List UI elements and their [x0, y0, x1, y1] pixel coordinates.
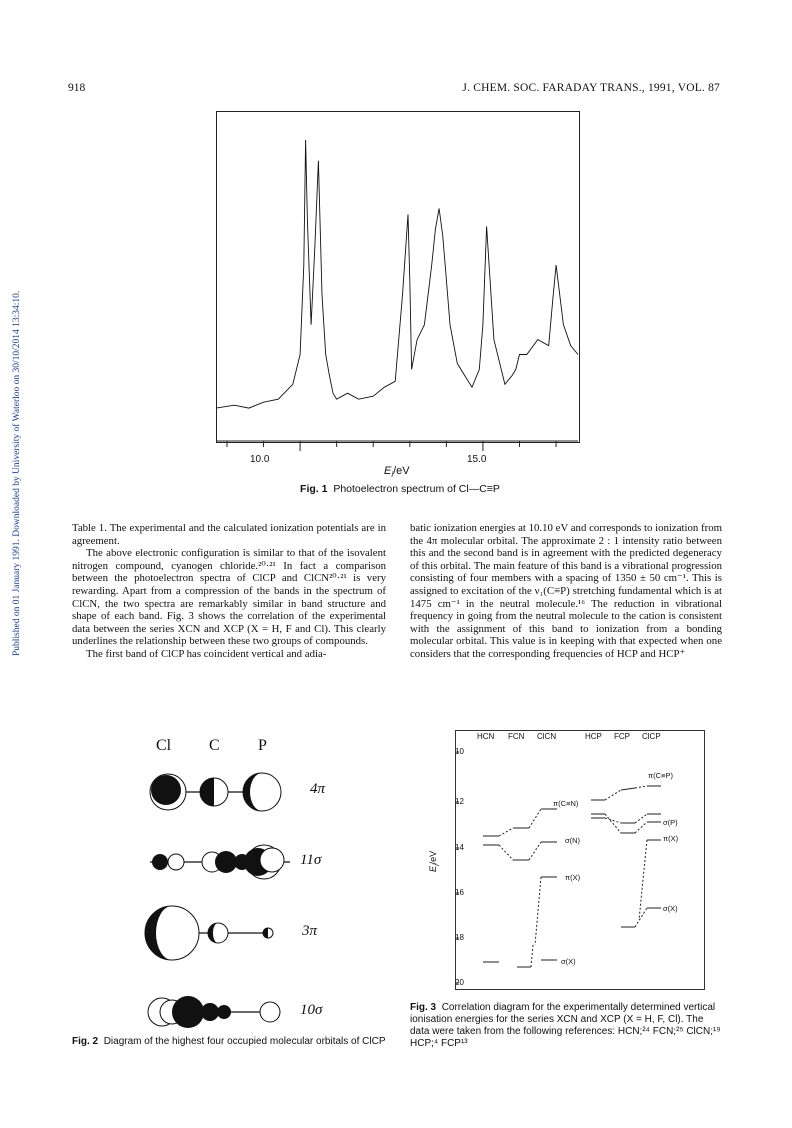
orbital-11sigma-drawing — [150, 845, 290, 879]
fig3-level-sigma-p: σ(P) — [663, 818, 678, 827]
left-paragraph-2: The above electronic configuration is similar to that of the isovalent nitrogen compound, cyanogen chloride.²⁰·²¹ In fact a comparison between the photoelectron spectra of ClCP and ClCN²⁰·²¹ is very rewarding. Apart from a compression of the bands in the spectrum of ClCN, the two spectra are remarkably similar in band structure and shape of each band. Fig. 3 shows the correlation of the experimental data between the series XCN and XCP (X = H, F and Cl). This clearly underlines the relationship between these two groups of compounds. — [72, 547, 386, 648]
fig2-caption-text: Diagram of the highest four occupied molecular orbitals of ClCP — [103, 1036, 386, 1047]
fig1-x-label-sub: i — [391, 470, 394, 480]
fig3-ytick-20: 20 — [455, 978, 464, 987]
fig1-spectrum-line — [216, 140, 578, 408]
fig3-level-sigma-x-cn: σ(X) — [561, 957, 576, 966]
fig3-header-hcp: HCP — [585, 732, 602, 741]
fig1-caption — [180, 483, 620, 495]
fig3-y-label-main: E — [428, 865, 439, 872]
fig1-caption-text: Photoelectron spectrum of Cl—C≡P — [333, 483, 500, 495]
fig3-header-fcp: FCP — [614, 732, 630, 741]
fig3-y-label-unit: /eV — [428, 850, 439, 865]
fig3-caption — [410, 1002, 724, 1050]
fig1-x-label-unit: /eV — [393, 465, 410, 477]
orbital-label-10sigma: 10σ — [300, 1002, 323, 1018]
fig2-caption-label: Fig. 2 — [72, 1036, 99, 1047]
fig2-caption — [72, 1036, 388, 1048]
orbital-10sigma-drawing — [148, 996, 280, 1028]
fig3-ytick-18: 18 — [455, 933, 464, 942]
fig1-axis-ticks — [216, 441, 578, 451]
fig1-x-label-main: E — [384, 465, 392, 477]
atom-label-c: C — [209, 737, 220, 754]
body-left-column — [72, 522, 386, 661]
fig3-y-axis-label — [428, 851, 441, 872]
fig3-header-clcn: ClCN — [537, 732, 557, 741]
fig3-level-pi-cn: π(C≡N) — [553, 799, 579, 808]
journal-header: J. CHEM. SOC. FARADAY TRANS., 1991, VOL. 87 — [462, 82, 720, 94]
fig3-caption-text: Correlation diagram for the experimentally determined vertical ionisation energies for the series XCN and XCP (X = H, F, Cl). The data were taken from the following references: HCN;²⁴ FCN;²⁵ ClCN;¹⁹ HCP;⁴ FCP¹³ — [410, 1002, 721, 1049]
fig3-caption-label: Fig. 3 — [410, 1002, 437, 1013]
fig3-level-pi-cp: π(C≡P) — [648, 771, 673, 780]
fig3-ytick-10: 10 — [455, 747, 464, 756]
orbital-3pi-drawing — [145, 906, 273, 960]
fig3-level-sigma-n: σ(N) — [565, 836, 581, 845]
atom-label-cl: Cl — [156, 737, 172, 754]
fig3-header-fcn: FCN — [508, 732, 525, 741]
right-paragraph-1: batic ionization energies at 10.10 eV and corresponds to ionization from the 4π molecular orbital. The approximate 2 : 1 intensity ratio between this and the second band is in agreement with the predicted degeneracy of this orbital. The main feature of this band is a vibrational progression consisting of four members with a spacing of 1350 ± 50 cm⁻¹. This is assigned to excitation of the ν₁(C≡P) stretching fundamental which is at 1475 cm⁻¹ in the neutral molecule.¹⁶ The reduction in vibrational frequency in going from the neutral molecule to the cation is consistent with the assignment of this band to ionization from a bonding molecular orbital. This value is in keeping with that expected when one considers that the corresponding frequencies of HCP and HCP⁺ — [410, 522, 722, 660]
fig3-y-label-sub: i — [433, 864, 441, 866]
left-paragraph-3: The first band of ClCP has coincident vertical and adia- — [86, 647, 327, 660]
orbital-4pi-drawing — [150, 773, 281, 811]
orbital-label-11sigma: 11σ — [300, 852, 322, 868]
fig3-level-pi-x-cp: π(X) — [663, 834, 679, 843]
fig1-caption-label: Fig. 1 — [300, 483, 328, 495]
orbital-label-3pi: 3π — [302, 923, 318, 939]
orbital-label-4pi: 4π — [310, 781, 326, 797]
download-note — [9, 258, 25, 688]
fig1-tick-label-10: 10.0 — [250, 454, 270, 465]
fig3-ytick-12: 12 — [455, 797, 464, 806]
fig1-tick-label-15: 15.0 — [467, 454, 487, 465]
fig3-ytick-16: 16 — [455, 888, 464, 897]
fig3-levels-svg — [455, 730, 705, 990]
fig2-orbital-diagram — [140, 770, 340, 1030]
fig3-header-hcn: HCN — [477, 732, 495, 741]
page-number: 918 — [68, 82, 86, 94]
atom-label-p: P — [258, 737, 267, 754]
download-note-text: Published on 01 January 1991. Downloaded by University of Waterloo on 30/10/2014 13:34:10. — [12, 290, 22, 656]
fig1-spectrum-svg — [216, 111, 580, 451]
fig1-x-axis-label — [384, 465, 410, 479]
body-right-column — [410, 522, 722, 661]
fig3-header-clcp: ClCP — [642, 732, 661, 741]
fig3-level-pi-x-cn: π(X) — [565, 873, 581, 882]
fig3-ytick-14: 14 — [455, 843, 464, 852]
left-paragraph-1: Table 1. The experimental and the calculated ionization potentials are in agreement. — [72, 522, 386, 547]
fig3-level-sigma-x-cp: σ(X) — [663, 904, 678, 913]
